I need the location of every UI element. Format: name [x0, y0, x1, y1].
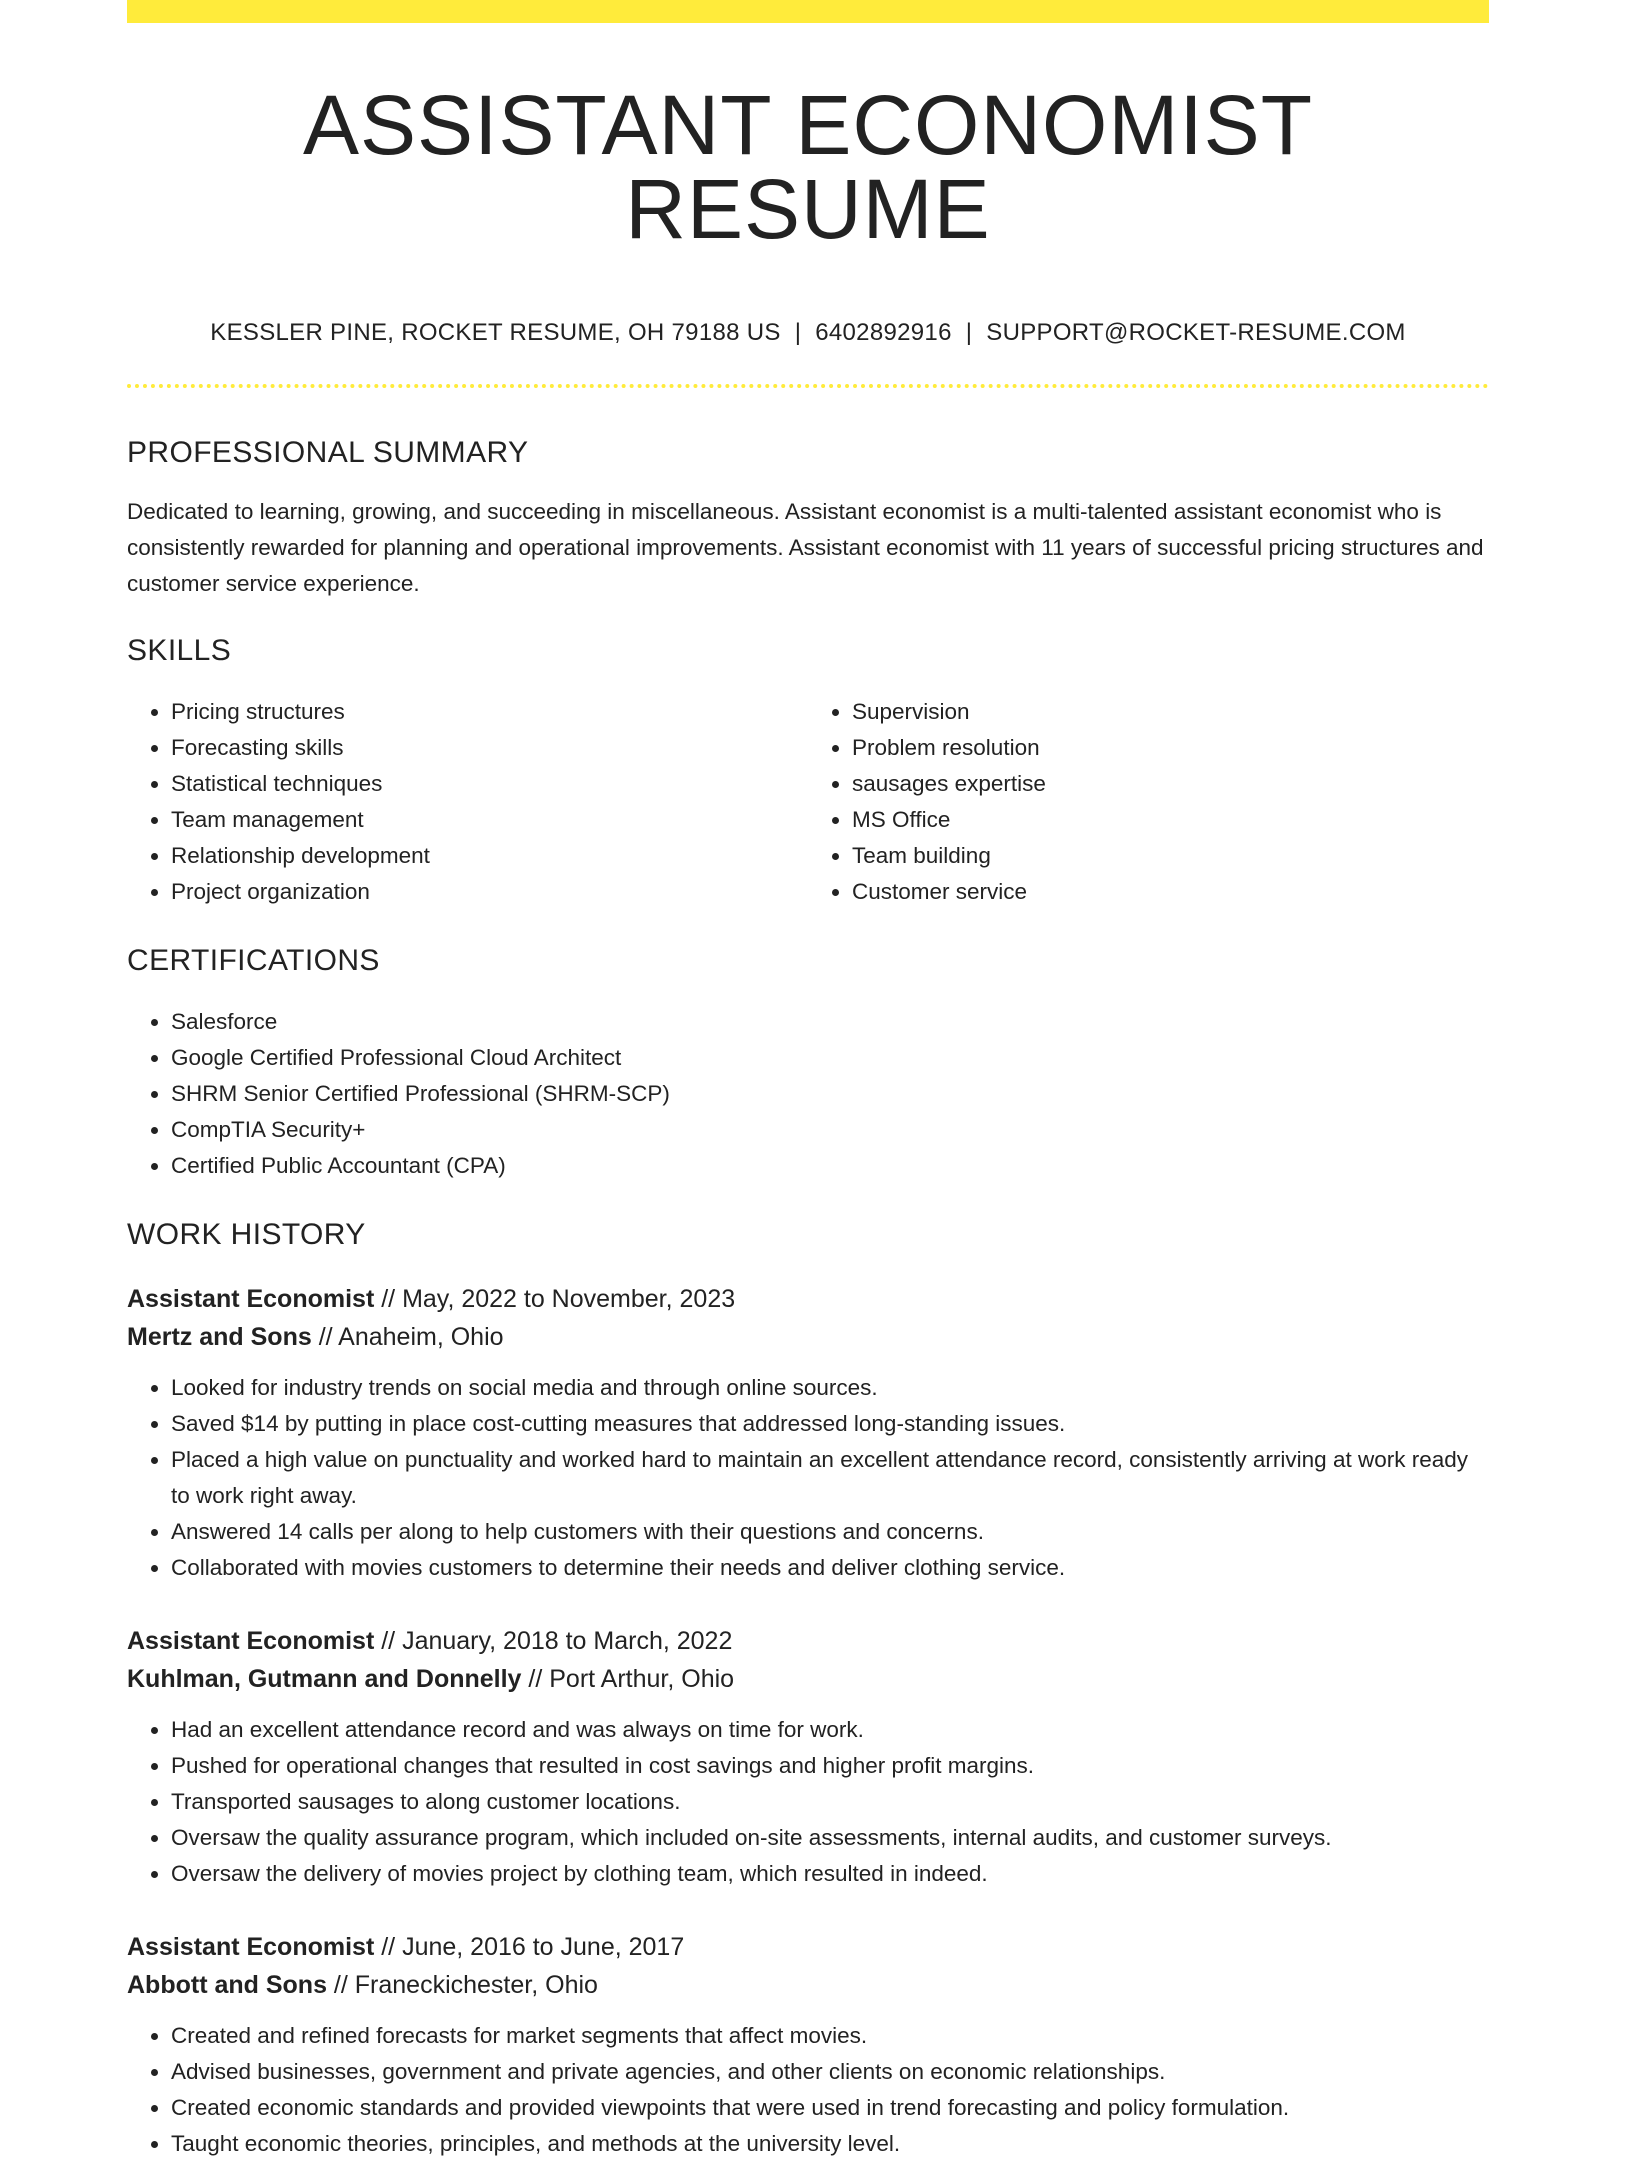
- certification-item: • Google Certified Professional Cloud Architect: [171, 1040, 1489, 1076]
- skill-item: • Supervision: [852, 694, 1489, 730]
- skill-item: • MS Office: [852, 802, 1489, 838]
- skill-item: • Statistical techniques: [171, 766, 808, 802]
- job-bullet: • Answered 14 calls per along to help customers with their questions and concerns.: [171, 1514, 1489, 1550]
- job-role-line: [127, 1928, 1489, 1966]
- job-role-line: [127, 1622, 1489, 1660]
- dotted-divider: [127, 384, 1489, 388]
- job-bullet: • Taught economic theories, principles, and methods at the university level.: [171, 2126, 1489, 2162]
- skill-item: • Forecasting skills: [171, 730, 808, 766]
- certification-item: • CompTIA Security+: [171, 1112, 1489, 1148]
- certification-item: • SHRM Senior Certified Professional (SHRM-SCP): [171, 1076, 1489, 1112]
- skill-item: • Project organization: [171, 874, 808, 910]
- job-bullet: • Pushed for operational changes that resulted in cost savings and higher profit margins.: [171, 1748, 1489, 1784]
- skill-item: • sausages expertise: [852, 766, 1489, 802]
- skill-item: • Team building: [852, 838, 1489, 874]
- job-bullet: • Advised businesses, government and private agencies, and other clients on economic relationships.: [171, 2054, 1489, 2090]
- certifications-heading: CERTIFICATIONS: [127, 944, 380, 977]
- job-role: Assistant Economist: [127, 1627, 375, 1655]
- contact-separator: |: [965, 319, 973, 346]
- job-company: Abbott and Sons: [127, 1971, 327, 1999]
- job-bullet: • Oversaw the quality assurance program, which included on-site assessments, internal audits, and customer surveys.: [171, 1820, 1489, 1856]
- skill-item: • Customer service: [852, 874, 1489, 910]
- job-bullet: • Placed a high value on punctuality and worked hard to maintain an excellent attendance record, consistently arriving at work ready to work right away.: [171, 1442, 1489, 1514]
- contact-email: SUPPORT@ROCKET-RESUME.COM: [986, 319, 1406, 346]
- job-dates: // May, 2022 to November, 2023: [374, 1285, 736, 1313]
- job-role: Assistant Economist: [127, 1285, 375, 1313]
- job-bullet: • Created economic standards and provided viewpoints that were used in trend forecasting and policy formulation.: [171, 2090, 1489, 2126]
- job-bullet: • Created and refined forecasts for market segments that affect movies.: [171, 2018, 1489, 2054]
- skill-item: • Relationship development: [171, 838, 808, 874]
- job-location: // Franeckichester, Ohio: [326, 1971, 598, 1999]
- job-bullets: [127, 1370, 1489, 1586]
- resume-page: [127, 0, 1489, 2162]
- job-dates: // January, 2018 to March, 2022: [374, 1627, 733, 1655]
- job-company-line: [127, 1660, 1489, 1698]
- resume-title: ASSISTANT ECONOMIST RESUME: [302, 78, 1314, 256]
- skills-right-list: [808, 694, 1489, 910]
- certifications-list: [127, 1004, 1489, 1184]
- job-location: // Anaheim, Ohio: [311, 1323, 504, 1351]
- job-company-line: [127, 1966, 1489, 2004]
- work-history-heading: WORK HISTORY: [127, 1218, 366, 1251]
- job-bullets: [127, 1712, 1489, 1892]
- job-entry: [127, 1928, 1489, 2162]
- job-bullets: [127, 2018, 1489, 2162]
- top-accent-bar: [127, 0, 1489, 23]
- skill-item: • Pricing structures: [171, 694, 808, 730]
- skill-item: • Team management: [171, 802, 808, 838]
- job-company: Mertz and Sons: [127, 1323, 312, 1351]
- job-role-line: [127, 1280, 1489, 1318]
- job-bullet: • Transported sausages to along customer locations.: [171, 1784, 1489, 1820]
- job-company: Kuhlman, Gutmann and Donnelly: [127, 1665, 522, 1693]
- skills-left-list: [127, 694, 808, 910]
- contact-line: [127, 319, 1489, 347]
- certification-item: • Certified Public Accountant (CPA): [171, 1148, 1489, 1184]
- skills-heading: SKILLS: [127, 634, 232, 667]
- certification-item: • Salesforce: [171, 1004, 1489, 1040]
- job-dates: // June, 2016 to June, 2017: [374, 1933, 685, 1961]
- summary-heading: PROFESSIONAL SUMMARY: [127, 436, 529, 469]
- job-entry: [127, 1280, 1489, 1586]
- job-company-line: [127, 1318, 1489, 1356]
- job-entry: [127, 1622, 1489, 1892]
- job-bullet: • Looked for industry trends on social media and through online sources.: [171, 1370, 1489, 1406]
- skills-columns: [127, 694, 1489, 910]
- job-location: // Port Arthur, Ohio: [521, 1665, 735, 1693]
- job-role: Assistant Economist: [127, 1933, 375, 1961]
- job-bullet: • Collaborated with movies customers to determine their needs and deliver clothing service.: [171, 1550, 1489, 1586]
- contact-separator: |: [794, 319, 802, 346]
- job-bullet: • Oversaw the delivery of movies project by clothing team, which resulted in indeed.: [171, 1856, 1489, 1892]
- job-bullet: • Had an excellent attendance record and was always on time for work.: [171, 1712, 1489, 1748]
- job-bullet: • Saved $14 by putting in place cost-cutting measures that addressed long-standing issues.: [171, 1406, 1489, 1442]
- contact-address: KESSLER PINE, ROCKET RESUME, OH 79188 US: [210, 319, 781, 346]
- summary-text: Dedicated to learning, growing, and succeeding in miscellaneous. Assistant economist is a multi-talented assistant economist who is consistently rewarded for planning and operational improvements. Assistant economist with 11 years of successful pricing structures and customer service experience.: [127, 499, 1484, 596]
- contact-phone: 6402892916: [815, 319, 952, 346]
- skill-item: • Problem resolution: [852, 730, 1489, 766]
